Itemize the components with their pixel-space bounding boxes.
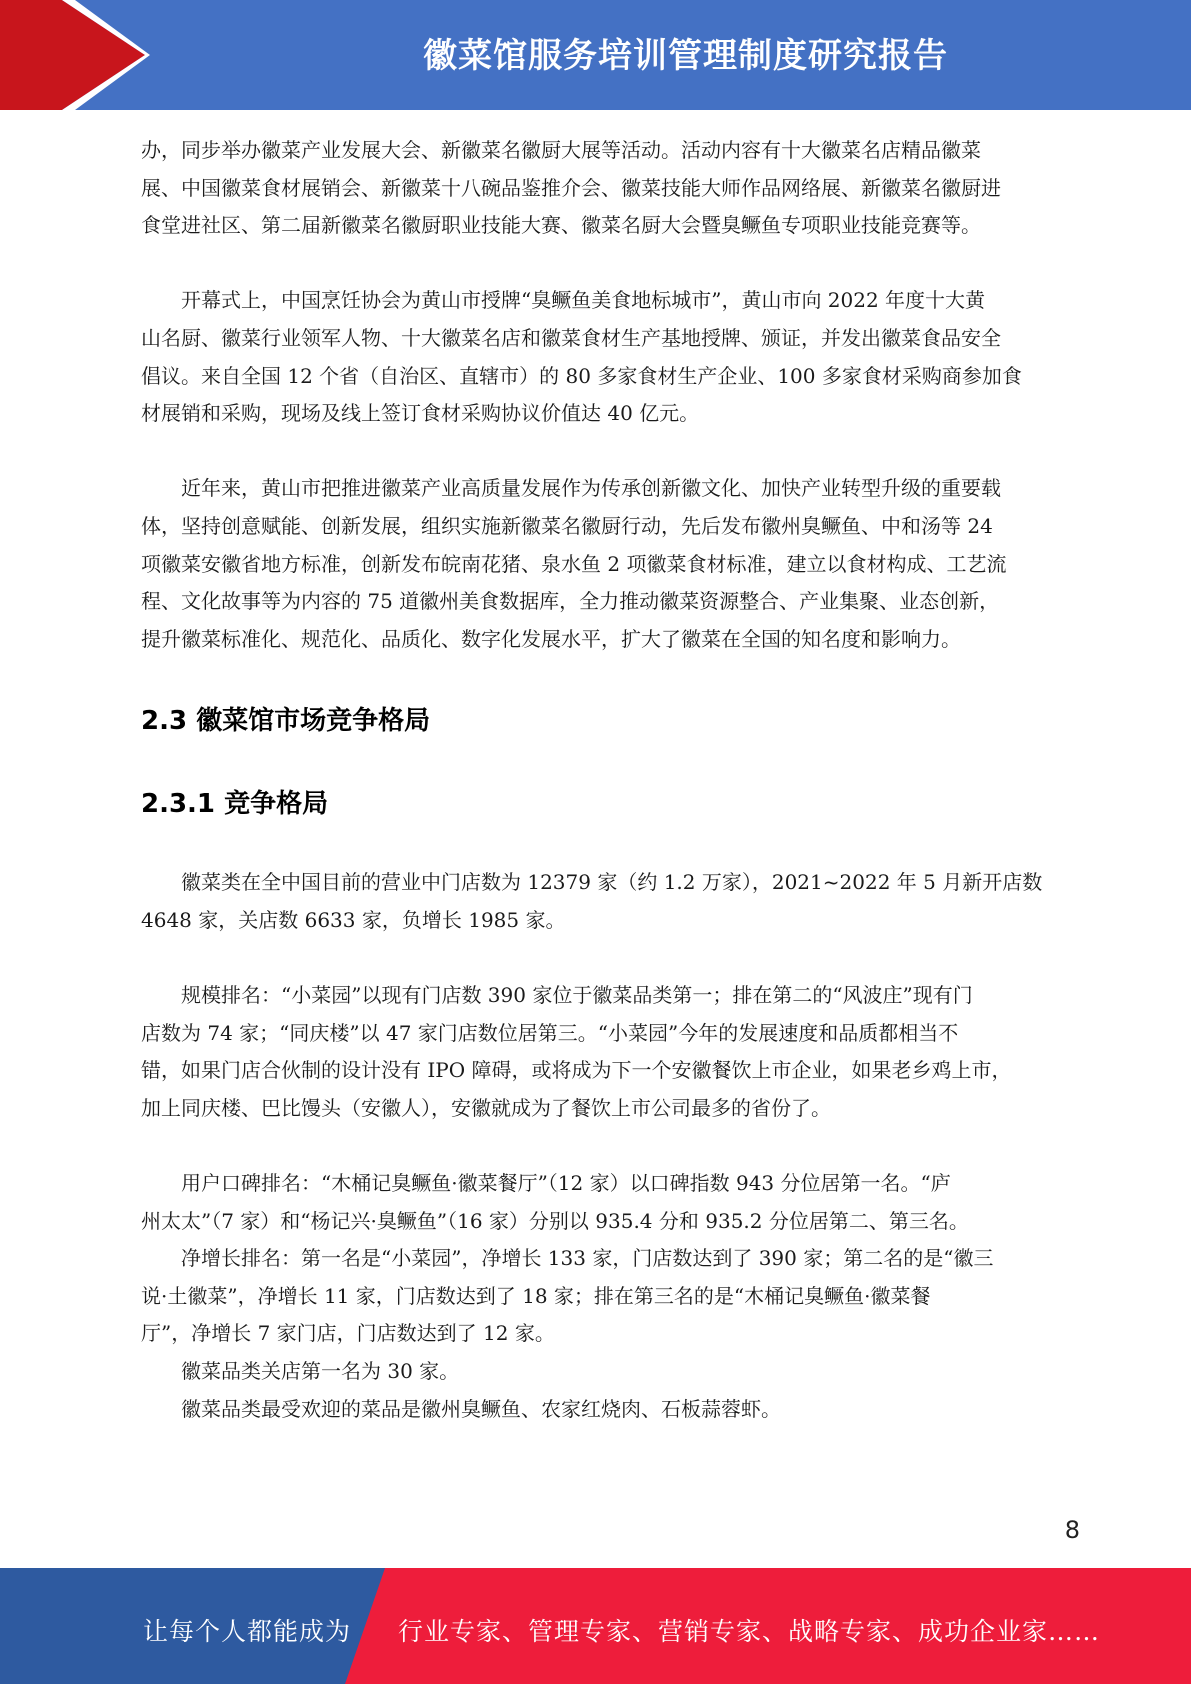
text-line: 4648 家，关店数 6633 家，负增长 1985 家。: [141, 907, 566, 932]
text-line: 说·土徽菜”，净增长 11 家，门店数达到了 18 家；排在第三名的是“木桶记臭鳜鱼·徽菜餐: [141, 1283, 931, 1308]
text-line: 山名厨、徽菜行业领军人物、十大徽菜名店和徽菜食材生产基地授牌、颁证，并发出徽菜食品安全: [141, 325, 1001, 350]
text-line: 店数为 74 家；“同庆楼”以 47 家门店数位居第三。“小菜园”今年的发展速度和品质都相当不: [141, 1020, 959, 1045]
text-line: 净增长排名：第一名是“小菜园”，净增长 133 家，门店数达到了 390 家；第二名的是“徽三: [181, 1246, 994, 1271]
text-line: 厅”，净增长 7 家门店，门店数达到了 12 家。: [141, 1321, 555, 1346]
text-line: 加上同庆楼、巴比馒头（安徽人），安徽就成为了餐饮上市公司最多的省份了。: [141, 1095, 831, 1120]
document-body: [141, 132, 1046, 1428]
text-line: 展、中国徽菜食材展销会、新徽菜十八碗品鉴推介会、徽菜技能大师作品网络展、新徽菜名徽厨进: [141, 175, 1001, 200]
text-line: 用户口碑排名：“木桶记臭鳜鱼·徽菜餐厅”（12 家）以口碑指数 943 分位居第一名。“庐: [181, 1171, 951, 1196]
paragraph-4: [141, 864, 1046, 939]
text-line: 项徽菜安徽省地方标准，创新发布皖南花猪、泉水鱼 2 项徽菜食材标准，建立以食材构成、工艺流: [141, 551, 1007, 576]
section-heading-2-3: 2.3 徽菜馆市场竞争格局: [141, 706, 431, 737]
text-line: 倡议。来自全国 12 个省（自治区、直辖市）的 80 多家食材生产企业、100 多家食材采购商参加食: [141, 363, 1022, 388]
text-line: 州太太”（7 家）和“杨记兴·臭鳜鱼”（16 家）分别以 935.4 分和 935.2 分位居第二、第三名。: [141, 1208, 969, 1233]
paragraph-9: 徽菜品类最受欢迎的菜品是徽州臭鳜鱼、农家红烧肉、石板蒜蓉虾。: [181, 1396, 781, 1421]
text-line: 材展销和采购，现场及线上签订食材采购协议价值达 40 亿元。: [141, 401, 700, 426]
report-title: 徽菜馆服务培训管理制度研究报告: [423, 36, 948, 76]
text-line: 办，同步举办徽菜产业发展大会、新徽菜名徽厨大展等活动。活动内容有十大徽菜名店精品徽菜: [141, 138, 981, 162]
paragraph-7: [141, 1240, 1046, 1353]
paragraph-1: [141, 132, 1046, 245]
text-line: 程、文化故事等为内容的 75 道徽州美食数据库，全力推动徽菜资源整合、产业集聚、业态创新，: [141, 589, 1000, 614]
text-line: 徽菜类在全中国目前的营业中门店数为 12379 家（约 1.2 万家），2021~2022 年 5 月新开店数: [181, 870, 1043, 895]
page-header-band: [0, 0, 1191, 110]
footer-slogan-left: 让每个人都能成为: [143, 1617, 352, 1646]
text-line: 体，坚持创意赋能、创新发展，组织实施新徽菜名徽厨行动，先后发布徽州臭鳜鱼、中和汤等 24: [141, 513, 993, 538]
page-footer-band: [0, 1568, 1191, 1684]
text-line: 近年来，黄山市把推进徽菜产业高质量发展作为传承创新徽文化、加快产业转型升级的重要载: [181, 476, 1001, 501]
footer-slogan-right: 行业专家、管理专家、营销专家、战略专家、成功企业家……: [398, 1617, 1101, 1646]
paragraph-8: 徽菜品类关店第一名为 30 家。: [181, 1359, 460, 1384]
text-line: 食堂进社区、第二届新徽菜名徽厨职业技能大赛、徽菜名厨大会暨臭鳜鱼专项职业技能竞赛等。: [141, 213, 981, 238]
paragraph-3: [141, 470, 1046, 658]
text-line: 开幕式上，中国烹饪协会为黄山市授牌“臭鳜鱼美食地标城市”，黄山市向 2022 年度十大黄: [181, 288, 986, 313]
text-line: 错，如果门店合伙制的设计没有 IPO 障碍，或将成为下一个安徽餐饮上市企业，如果老乡鸡上市，: [141, 1058, 1012, 1083]
paragraph-2: [141, 282, 1046, 432]
page-number: 8: [1064, 1516, 1080, 1544]
paragraph-6: [141, 1165, 1046, 1240]
paragraph-5: [141, 977, 1046, 1127]
text-line: 提升徽菜标准化、规范化、品质化、数字化发展水平，扩大了徽菜在全国的知名度和影响力。: [141, 626, 961, 651]
section-heading-2-3-1: 2.3.1 竞争格局: [141, 789, 329, 820]
text-line: 规模排名：“小菜园”以现有门店数 390 家位于徽菜品类第一；排在第二的“风波庄”现有门: [181, 983, 973, 1008]
header-arrow-decoration: [0, 0, 160, 110]
